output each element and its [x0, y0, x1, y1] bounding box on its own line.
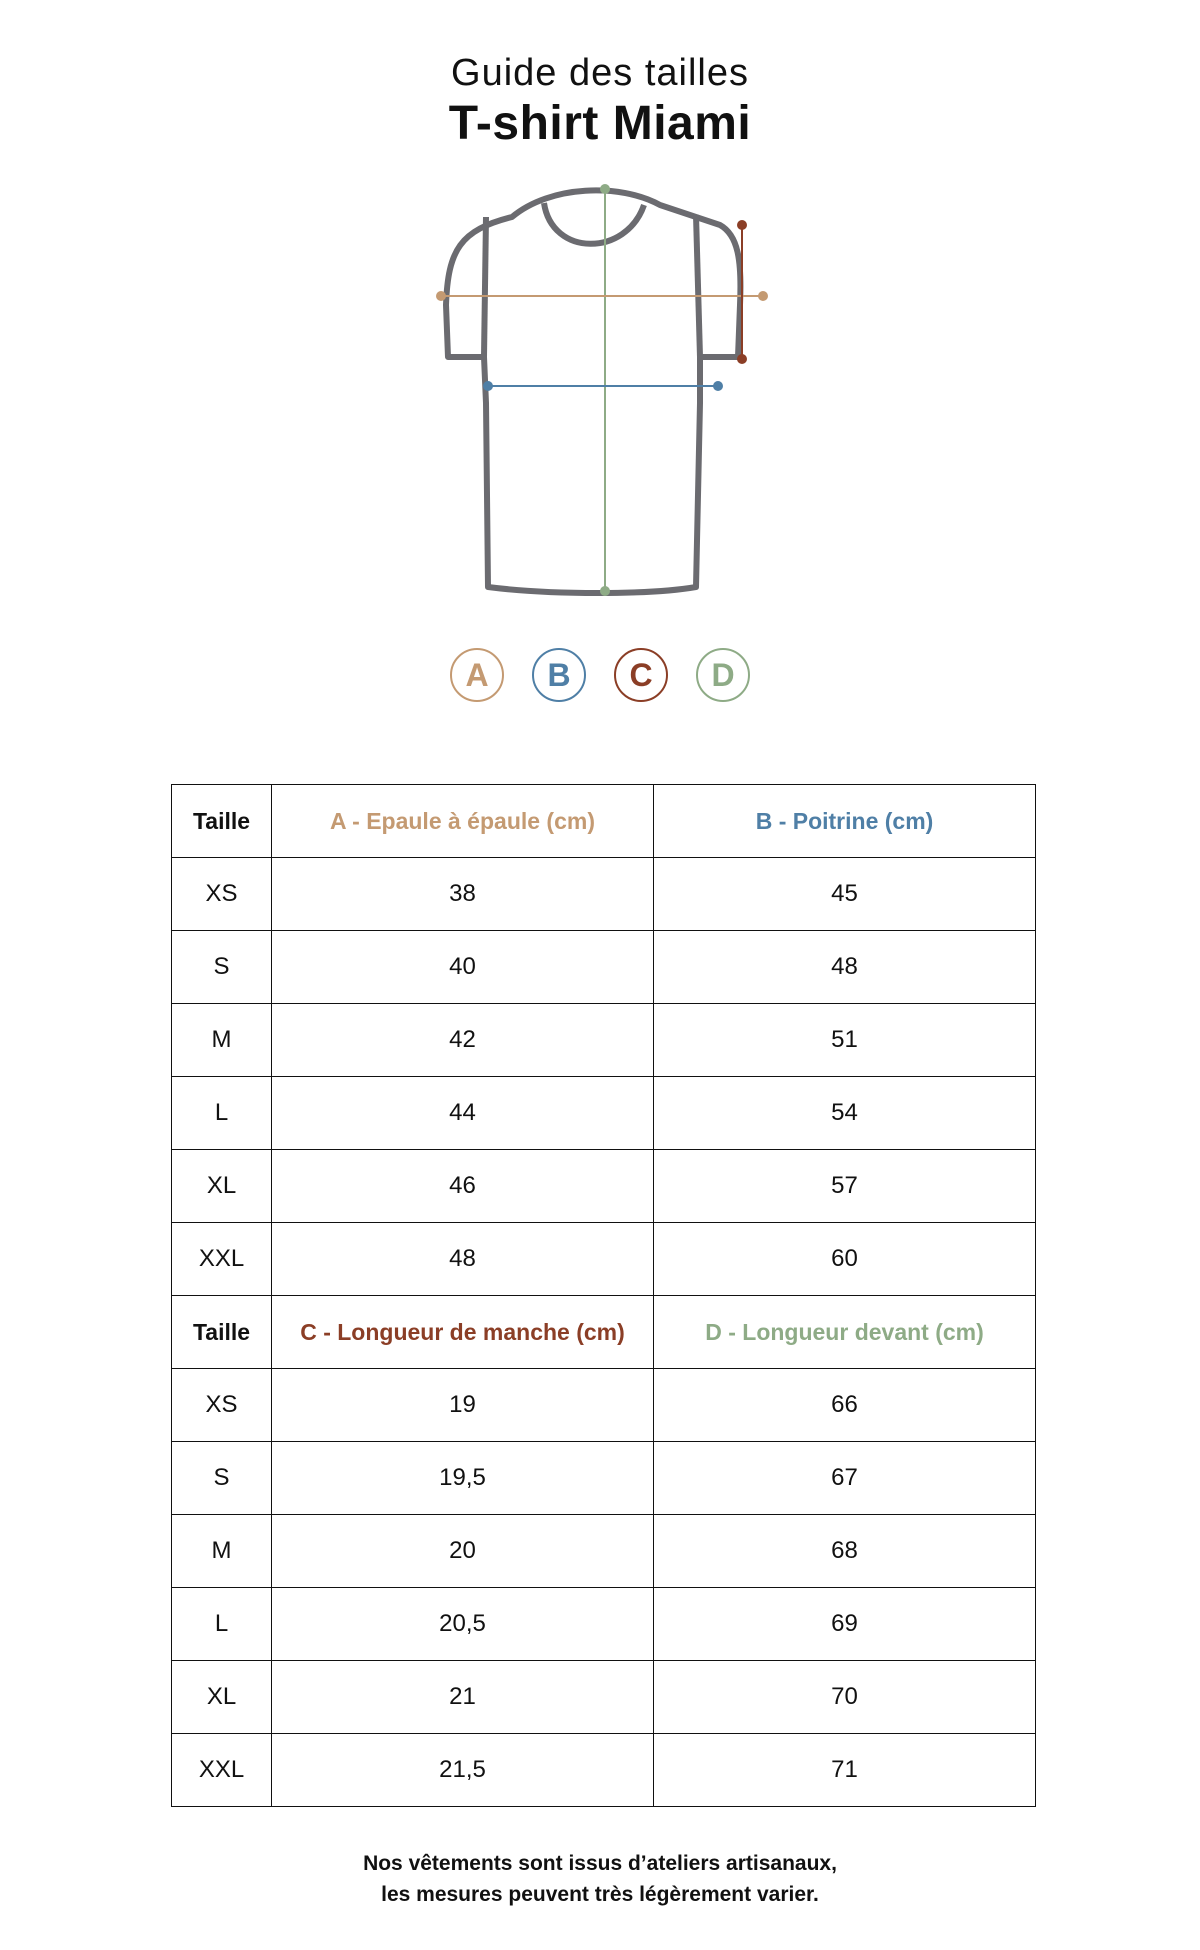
chest-cell: 45	[654, 858, 1036, 931]
table-row	[172, 1442, 1036, 1515]
front-length-cell: 66	[654, 1369, 1036, 1442]
size-table	[171, 784, 1036, 1807]
size-cell: S	[172, 1442, 272, 1515]
shoulder-cell: 44	[272, 1077, 654, 1150]
size-header: Taille	[172, 785, 272, 858]
tshirt-diagram	[420, 175, 780, 615]
footer-line-1: Nos vêtements sont issus d’ateliers artisanaux,	[363, 1852, 837, 1875]
size-cell: XXL	[172, 1734, 272, 1807]
table-row	[172, 1588, 1036, 1661]
page-subtitle: Guide des tailles	[451, 52, 749, 94]
table-row	[172, 1004, 1036, 1077]
legend-b: B	[532, 648, 586, 702]
shoulder-cell: 46	[272, 1150, 654, 1223]
chest-cell: 54	[654, 1077, 1036, 1150]
size-cell: XL	[172, 1150, 272, 1223]
size-header: Taille	[172, 1296, 272, 1369]
shoulder-cell: 42	[272, 1004, 654, 1077]
front-length-cell: 68	[654, 1515, 1036, 1588]
tshirt-measurement-icon	[420, 175, 780, 615]
table-row	[172, 1150, 1036, 1223]
size-cell: M	[172, 1515, 272, 1588]
page-title: T-shirt Miami	[448, 97, 752, 150]
chest-cell: 51	[654, 1004, 1036, 1077]
sleeve-cell: 19	[272, 1369, 654, 1442]
sleeve-cell: 21,5	[272, 1734, 654, 1807]
size-cell: L	[172, 1077, 272, 1150]
measurement-legend	[0, 648, 1200, 702]
table-header-row	[172, 785, 1036, 858]
table-row	[172, 1369, 1036, 1442]
shoulder-header: A - Epaule à épaule (cm)	[272, 785, 654, 858]
shoulder-cell: 48	[272, 1223, 654, 1296]
size-cell: S	[172, 931, 272, 1004]
table-header-row	[172, 1296, 1036, 1369]
chest-header: B - Poitrine (cm)	[654, 785, 1036, 858]
page-header	[0, 50, 1200, 152]
table-row	[172, 1734, 1036, 1807]
chest-cell: 48	[654, 931, 1036, 1004]
legend-d: D	[696, 648, 750, 702]
chest-cell: 60	[654, 1223, 1036, 1296]
size-cell: XL	[172, 1661, 272, 1734]
chest-cell: 57	[654, 1150, 1036, 1223]
table-row	[172, 1077, 1036, 1150]
table-row	[172, 1515, 1036, 1588]
table-row	[172, 1223, 1036, 1296]
front-length-cell: 70	[654, 1661, 1036, 1734]
table-row	[172, 931, 1036, 1004]
size-cell: XS	[172, 1369, 272, 1442]
sleeve-cell: 20	[272, 1515, 654, 1588]
front-length-cell: 67	[654, 1442, 1036, 1515]
sleeve-header: C - Longueur de manche (cm)	[272, 1296, 654, 1369]
front-length-cell: 71	[654, 1734, 1036, 1807]
front-length-header: D - Longueur devant (cm)	[654, 1296, 1036, 1369]
size-cell: XS	[172, 858, 272, 931]
legend-a: A	[450, 648, 504, 702]
size-cell: XXL	[172, 1223, 272, 1296]
size-cell: L	[172, 1588, 272, 1661]
footer-line-2: les mesures peuvent très légèrement varier.	[381, 1883, 819, 1906]
front-length-cell: 69	[654, 1588, 1036, 1661]
shoulder-cell: 40	[272, 931, 654, 1004]
sleeve-cell: 19,5	[272, 1442, 654, 1515]
legend-c: C	[614, 648, 668, 702]
table-row	[172, 1661, 1036, 1734]
shoulder-cell: 38	[272, 858, 654, 931]
sleeve-cell: 20,5	[272, 1588, 654, 1661]
sleeve-cell: 21	[272, 1661, 654, 1734]
size-cell: M	[172, 1004, 272, 1077]
table-row	[172, 858, 1036, 931]
footer-note	[0, 1848, 1200, 1910]
tshirt-neck	[544, 203, 644, 244]
